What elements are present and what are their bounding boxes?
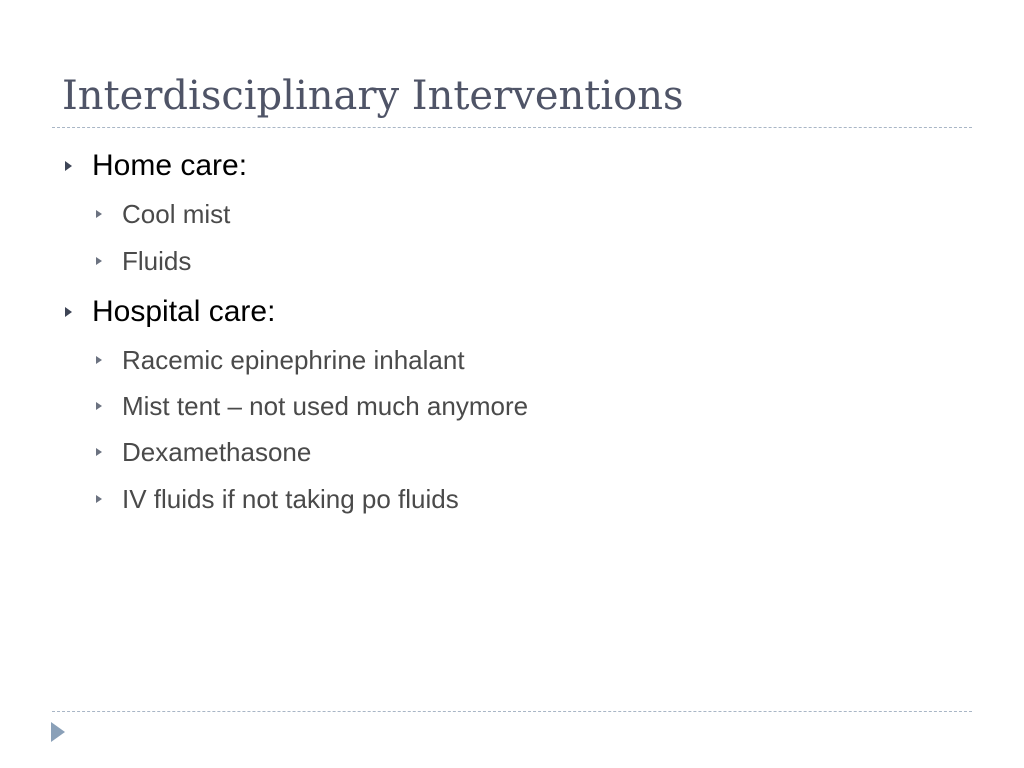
sub-bullet-label: IV fluids if not taking po fluids (122, 483, 459, 514)
triangle-right-icon (65, 307, 72, 317)
sub-bullet-racemic-epinephrine (96, 344, 465, 376)
sub-bullet-dexamethasone (96, 436, 311, 468)
footer-divider (52, 711, 972, 712)
bullet-home-care (65, 148, 247, 184)
bullet-hospital-care (65, 294, 275, 330)
sub-bullet-label: Racemic epinephrine inhalant (122, 344, 465, 375)
bullet-label: Hospital care: (92, 295, 276, 328)
triangle-right-icon (65, 161, 72, 171)
sub-bullet-label: Mist tent – not used much anymore (122, 390, 529, 421)
sub-bullet-iv-fluids (96, 483, 459, 515)
sub-bullet-mist-tent (96, 390, 528, 422)
slide-title: Interdisciplinary Interventions (62, 73, 684, 119)
triangle-right-icon (96, 495, 102, 503)
triangle-right-icon (96, 210, 102, 218)
play-triangle-icon (51, 722, 65, 742)
sub-bullet-label: Cool mist (122, 198, 231, 229)
triangle-right-icon (96, 257, 102, 265)
triangle-right-icon (96, 448, 102, 456)
sub-bullet-label: Dexamethasone (122, 436, 312, 467)
triangle-right-icon (96, 402, 102, 410)
sub-bullet-fluids (96, 245, 191, 277)
bullet-label: Home care: (92, 149, 248, 182)
sub-bullet-cool-mist (96, 198, 230, 230)
sub-bullet-label: Fluids (122, 245, 192, 276)
triangle-right-icon (96, 356, 102, 364)
